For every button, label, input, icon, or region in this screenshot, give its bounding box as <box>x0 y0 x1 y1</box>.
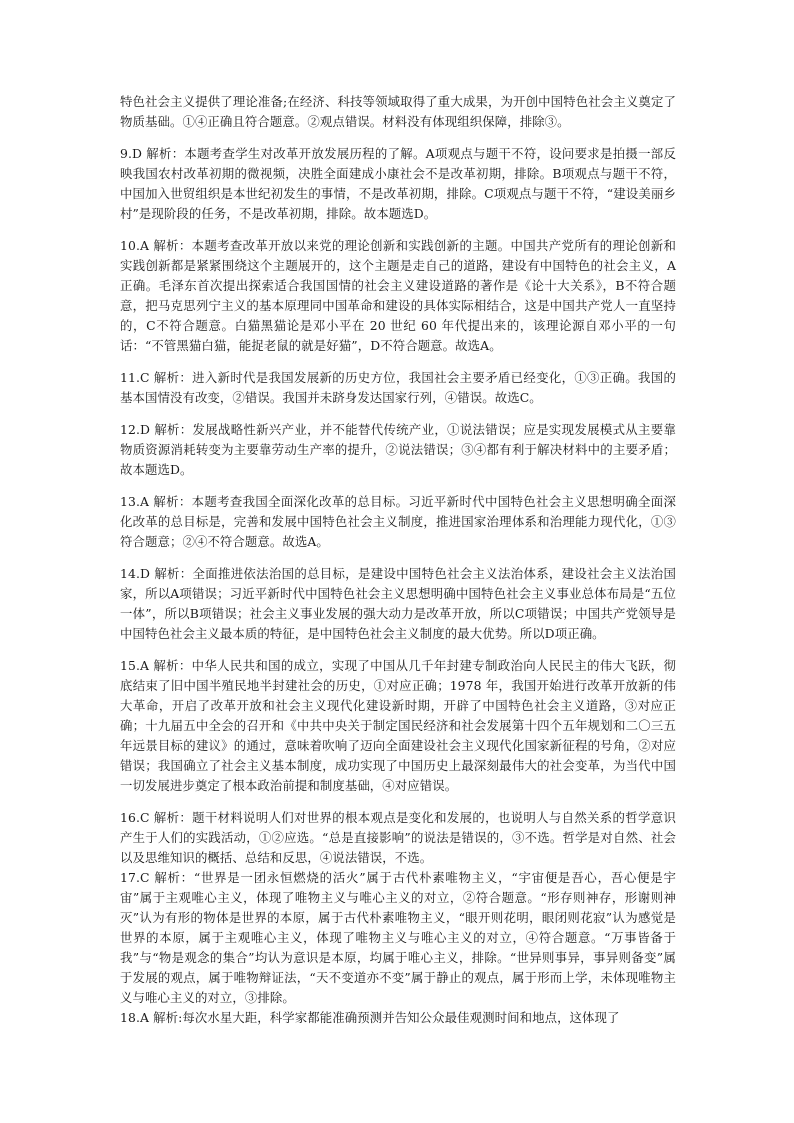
answer-18: 18.A 解析:每次水星大距，科学家都能准确预测并告知公众最佳观测时间和地点，这体现了 <box>120 1010 620 1025</box>
answer-14: 14.D 解析：全面推进依法治国的总目标，是建设中国特色社会主义法治体系，建设社会主义法治国家，所以A项错误；习近平新时代中国特色社会主义思想明确中国特色社会主义事业总体布局是“五位一体”，所以B项错误；社会主义事业发展的强大动力是改革开放，所以C项错误；中国共产党领导是中国特色社会主义最本质的特征，是中国特色社会主义制度的最大优势。所以D项正确。 <box>120 566 676 641</box>
answer-17: 17.C 解析：“世界是一团永恒燃烧的活火”属于古代朴素唯物主义，“宇宙便是吾心，吾心便是宇宙”属于主观唯心主义，体现了唯物主义与唯心主义的对立，②符合题意。“形存则神存，形谢则神灭”认为有形的物体是世界的本原，属于古代朴素唯物主义，“眼开则花明，眼闭则花寂”认为感觉是世界的本原，属于主观唯心主义，体现了唯物主义与唯心主义的对立，④符合题意。“万事皆备于我”与“物是观念的集合”均认为意识是本原，均属于唯心主义，排除。“世异则事异，事异则备变”属于发展的观点，属于唯物辩证法，“天不变道亦不变”属于静止的观点，属于形而上学，未体现唯物主义与唯心主义的对立，③排除。 <box>120 870 676 1005</box>
answer-16: 16.C 解析：题干材料说明人们对世界的根本观点是变化和发展的，也说明人与自然关系的哲学意识产生于人们的实践活动，①②应选。“总是直接影响”的说法是错误的，③不选。哲学是对自然、社会以及思维知识的概括、总结和反思，④说法错误，不选。 <box>120 810 676 865</box>
answer-15: 15.A 解析：中华人民共和国的成立，实现了中国从几千年封建专制政治向人民民主的伟大飞跃，彻底结束了旧中国半殖民地半封建社会的历史，①对应正确；1978 年，我国开始进行改革开放新的伟大革命，开启了改革开放和社会主义现代化建设新时期，开辟了中国特色社会主义道路，③对应正确；十九届五中全会的召开和《中共中央关于制定国民经济和社会发展第十四个五年规划和二〇三五年远景目标的建议》的通过，意味着吹响了迈向全面建设社会主义现代化国家新征程的号角，②对应错误；我国确立了社会主义基本制度，成功实现了中国历史上最深刻最伟大的社会变革，为当代中国一切发展进步奠定了根本政治前提和制度基础，④对应错误。 <box>120 658 676 793</box>
answer-12: 12.D 解析：发展战略性新兴产业，并不能替代传统产业，①说法错误；应是实现发展模式从主要靠物质资源消耗转变为主要靠劳动生产率的提升，②说法错误；③④都有利于解决材料中的主要矛盾；故本题选D。 <box>120 422 676 477</box>
answer-9: 9.D 解析：本题考查学生对改革开放发展历程的了解。A项观点与题干不符，设问要求是拍摄一部反映我国农村改革初期的微视频，决胜全面建成小康社会不是改革初期，排除。B项观点与题干不符，中国加入世贸组织是本世纪初发生的事情，不是改革初期，排除。C项观点与题干不符，“建设美丽乡村”是现阶段的任务，不是改革初期，排除。故本题选D。 <box>120 146 676 221</box>
answer-13: 13.A 解析：本题考查我国全面深化改革的总目标。习近平新时代中国特色社会主义思想明确全面深化改革的总目标是，完善和发展中国特色社会主义制度，推进国家治理体系和治理能力现代化，①③符合题意；②④不符合题意。故选A。 <box>120 494 676 549</box>
answer-11: 11.C 解析：进入新时代是我国发展新的历史方位，我国社会主要矛盾已经变化，①③正确。我国的基本国情没有改变，②错误。我国并未跻身发达国家行列，④错误。故选C。 <box>120 370 676 405</box>
answer-10: 10.A 解析：本题考查改革开放以来党的理论创新和实践创新的主题。中国共产党所有的理论创新和实践创新都是紧紧围绕这个主题展开的，这个主题是走自己的道路，建设有中国特色的社会主义，A正确。毛泽东首次提出探索适合我国国情的社会主义建设道路的著作是《论十大关系》，B不符合题意，把马克思列宁主义的基本原理同中国革命和建设的具体实际相结合，这是中国共产党人一直坚持的，C不符合题意。白猫黑猫论是邓小平在 20 世纪 60 年代提出来的，该理论源自邓小平的一句话：“不管黑猫白猫，能捉老鼠的就是好猫”，D不符合题意。故选A。 <box>120 238 676 353</box>
paragraph-continuation: 特色社会主义提供了理论准备;在经济、科技等领域取得了重大成果，为开创中国特色社会主义奠定了物质基础。①④正确且符合题意。②观点错误。材料没有体现组织保障，排除③。 <box>120 94 676 129</box>
